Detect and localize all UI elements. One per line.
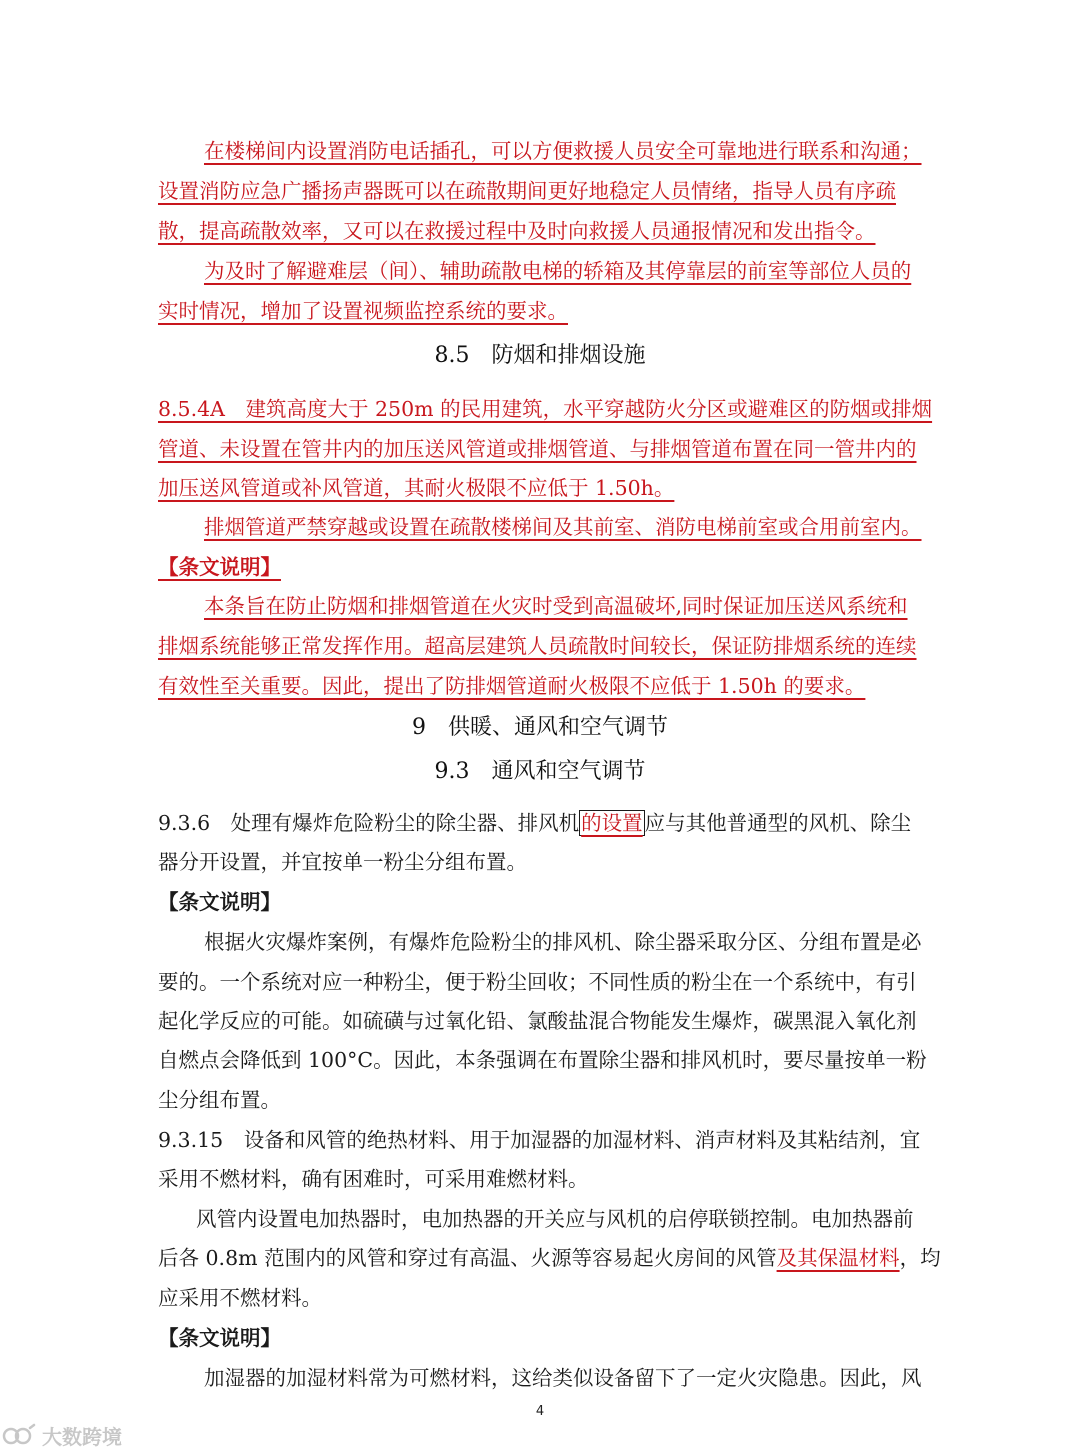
clause-text: 应与其他普通型的风机、除尘	[644, 811, 912, 835]
note-line: 要的。一个系统对应一种粉尘，便于粉尘回收；不同性质的粉尘在一个系统中，有引	[158, 970, 917, 994]
clause-line: 器分开设置，并宜按单一粉尘分组布置。	[158, 850, 527, 874]
watermark-text: 大数跨境	[42, 1424, 122, 1449]
note-line: 有效性至关重要。因此，提出了防排烟管道耐火极限不应低于 1.50h 的要求。	[158, 674, 866, 698]
clause-line: 应采用不燃材料。	[158, 1286, 322, 1310]
text-line: 散，提高疏散效率，又可以在救援过程中及时向救援人员通报情况和发出指令。	[158, 219, 876, 243]
clause-line: 采用不燃材料，确有困难时，可采用难燃材料。	[158, 1167, 589, 1191]
clause-text: 9.3.6 处理有爆炸危险粉尘的除尘器、排风机	[158, 811, 580, 835]
section-heading-9-3	[0, 757, 1080, 787]
clause-line: 加压送风管道或补风管道，其耐火极限不应低于 1.50h。	[158, 476, 675, 500]
text-line: 设置消防应急广播扬声器既可以在疏散期间更好地稳定人员情绪，指导人员有序疏	[158, 179, 896, 203]
text-line: 实时情况，增加了设置视频监控系统的要求。	[158, 299, 568, 323]
clause-text: ，均	[899, 1246, 941, 1270]
section-number: 8.5	[434, 343, 470, 368]
note-line: 本条旨在防止防烟和排烟管道在火灾时受到高温破坏,同时保证加压送风系统和	[204, 594, 908, 618]
note-line: 自燃点会降低到 100°C。因此，本条强调在布置除尘器和排风机时，要尽量按单一粉	[158, 1048, 927, 1072]
note-label: 【条文说明】	[158, 890, 281, 914]
chapter-heading-9	[0, 713, 1080, 743]
section-title: 通风和空气调节	[491, 759, 646, 784]
clause-line: 8.5.4A 建筑高度大于 250m 的民用建筑，水平穿越防火分区或避难区的防烟或排烟	[158, 397, 933, 421]
section-title: 防烟和排烟设施	[491, 343, 646, 368]
section-number: 9.3	[434, 759, 470, 784]
note-line: 加湿器的加湿材料常为可燃材料，这给类似设备留下了一定火灾隐患。因此，风	[204, 1366, 922, 1390]
note-line: 尘分组布置。	[158, 1088, 281, 1112]
watermark	[2, 1420, 122, 1450]
clause-line: 管道、未设置在管井内的加压送风管道或排烟管道、与排烟管道布置在同一管井内的	[158, 437, 917, 461]
clause-line: 9.3.15 设备和风管的绝热材料、用于加湿器的加湿材料、消声材料及其粘结剂，宜	[158, 1128, 921, 1152]
text-line: 在楼梯间内设置消防电话插孔，可以方便救援人员安全可靠地进行联系和沟通；	[204, 139, 922, 163]
clause-line: 排烟管道严禁穿越或设置在疏散楼梯间及其前室、消防电梯前室或合用前室内。	[204, 515, 922, 539]
note-line: 根据火灾爆炸案例，有爆炸危险粉尘的排风机、除尘器采取分区、分组布置是必	[204, 930, 922, 954]
watermark-logo-icon	[2, 1422, 36, 1448]
note-label: 【条文说明】	[158, 1326, 281, 1350]
clause-text: 后各 0.8m 范围内的风管和穿过有高温、火源等容易起火房间的风管	[158, 1246, 777, 1270]
section-heading-8-5	[0, 341, 1080, 371]
chapter-number: 9	[411, 715, 426, 740]
clause-line: 风管内设置电加热器时，电加热器的开关应与风机的启停联锁控制。电加热器前	[196, 1207, 914, 1231]
note-label: 【条文说明】	[158, 555, 281, 579]
clause-9-3-6-line	[158, 809, 911, 837]
text-line: 为及时了解避难层（间）、辅助疏散电梯的轿箱及其停靠层的前室等部位人员的	[204, 259, 912, 283]
page-number: 4	[535, 1404, 545, 1419]
clause-line	[158, 1244, 941, 1272]
note-line: 起化学反应的可能。如硫磺与过氧化铅、氯酸盐混合物能发生爆炸，碳黑混入氧化剂	[158, 1009, 917, 1033]
inserted-text-box: 的设置	[581, 811, 643, 835]
inserted-text: 及其保温材料	[776, 1246, 900, 1270]
chapter-title: 供暖、通风和空气调节	[447, 715, 668, 740]
note-line: 排烟系统能够正常发挥作用。超高层建筑人员疏散时间较长，保证防排烟系统的连续	[158, 634, 917, 658]
